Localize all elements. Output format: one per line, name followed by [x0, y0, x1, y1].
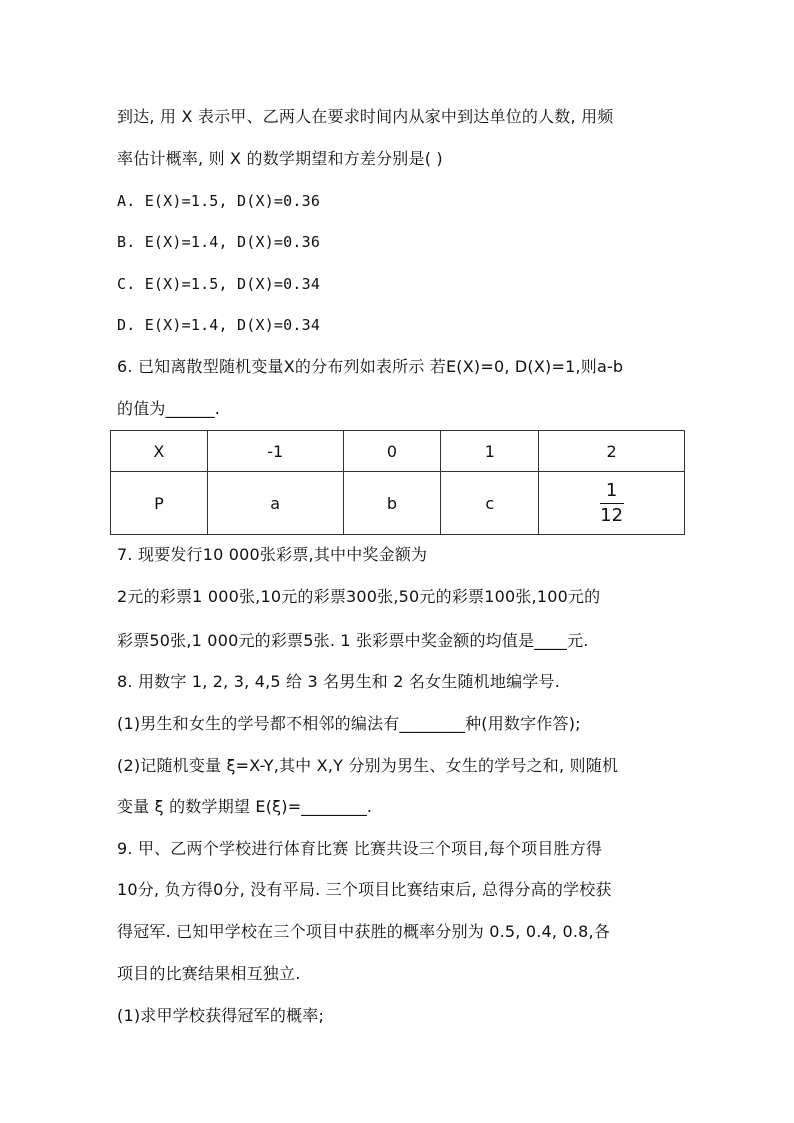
question-9-line-2: 10分, 负方得0分, 没有平局. 三个项目比赛结束后, 总得分高的学校获 — [117, 880, 612, 899]
table-row — [111, 472, 685, 535]
line-2: 率估计概率, 则 X 的数学期望和方差分别是( ) — [117, 149, 443, 168]
table-cell: 2 — [539, 431, 685, 472]
fraction-denominator: 12 — [600, 504, 624, 526]
question-6-line-2: 的值为______. — [117, 399, 221, 418]
fraction-numerator: 1 — [605, 479, 618, 501]
table-cell: b — [343, 472, 441, 535]
option-d: D. E(X)=1.4, D(X)=0.34 — [117, 316, 321, 334]
table-cell: 0 — [343, 431, 441, 472]
table-cell: c — [441, 472, 539, 535]
question-6-line-1: 6. 已知离散型随机变量X的分布列如表所示 若E(X)=0, D(X)=1,则a-b — [117, 357, 624, 376]
table-row — [111, 431, 685, 472]
option-c: C. E(X)=1.5, D(X)=0.34 — [117, 275, 321, 293]
question-8-part-2-line-1: (2)记随机变量 ξ=X-Y,其中 X,Y 分别为男生、女生的学号之和, 则随机 — [117, 756, 619, 775]
question-8-part-1: (1)男生和女生的学号都不相邻的编法有________种(用数字作答); — [117, 714, 581, 733]
question-7-line-2: 2元的彩票1 000张,10元的彩票300张,50元的彩票100张,100元的 — [117, 587, 601, 606]
question-8-line-1: 8. 用数字 1, 2, 3, 4,5 给 3 名男生和 2 名女生随机地编学号. — [117, 672, 561, 691]
fraction-bar — [600, 503, 624, 504]
distribution-table — [110, 430, 685, 535]
question-9-part-1: (1)求甲学校获得冠军的概率; — [117, 1006, 325, 1025]
table-cell — [539, 472, 685, 535]
table-cell: 1 — [441, 431, 539, 472]
question-9-line-4: 项目的比赛结果相互独立. — [117, 964, 301, 983]
option-b: B. E(X)=1.4, D(X)=0.36 — [117, 233, 321, 251]
question-7-line-3: 彩票50张,1 000元的彩票5张. 1 张彩票中奖金额的均值是____元. — [117, 631, 589, 650]
question-9-line-1: 9. 甲、乙两个学校进行体育比赛 比赛共设三个项目,每个项目胜方得 — [117, 839, 603, 858]
line-1: 到达, 用 X 表示甲、乙两人在要求时间内从家中到达单位的人数, 用频 — [117, 107, 614, 126]
option-a: A. E(X)=1.5, D(X)=0.36 — [117, 192, 321, 210]
table-cell: -1 — [207, 431, 343, 472]
table-cell: a — [207, 472, 343, 535]
fraction — [600, 480, 624, 527]
question-8-part-2-line-2: 变量 ξ 的数学期望 E(ξ)=________. — [117, 797, 373, 816]
table-cell: P — [111, 472, 208, 535]
table-cell: X — [111, 431, 208, 472]
question-7-line-1: 7. 现要发行10 000张彩票,其中中奖金额为 — [117, 545, 428, 564]
question-9-line-3: 得冠军. 已知甲学校在三个项目中获胜的概率分别为 0.5, 0.4, 0.8,各 — [117, 922, 611, 941]
